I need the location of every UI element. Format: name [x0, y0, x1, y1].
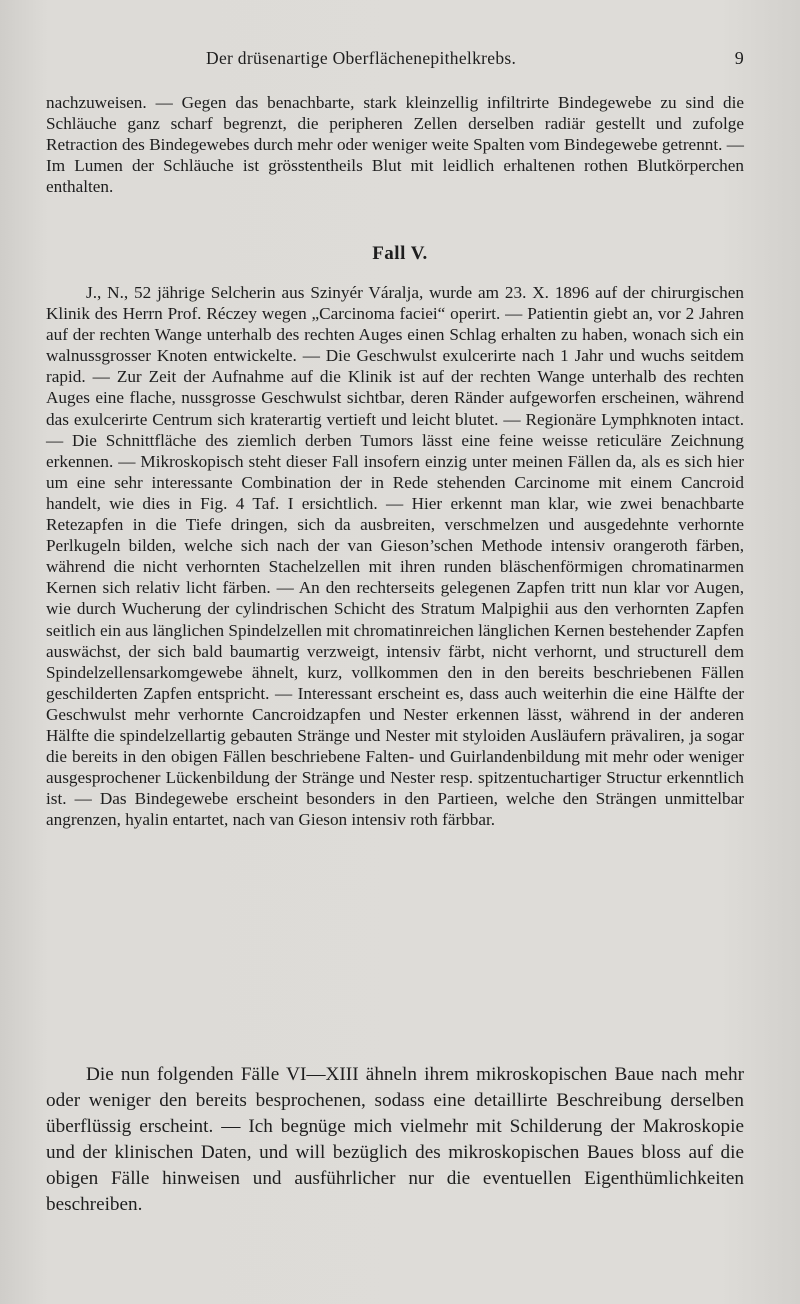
page-header	[46, 48, 744, 72]
paragraph-3: Die nun folgenden Fälle VI—XIII ähneln ihrem mikroskopischen Baue nach mehr oder weniger den bereits besprochenen, sodass eine detaillirte Beschreibung derselben überflüssig erscheint. — Ich begnüge mich vielmehr mit Schilderung der Makroskopie und der klinischen Daten, und will bezüglich des mikroskopischen Baues bloss auf die obigen Fälle hinweisen und ausführlicher nur die eventuellen Eigenthümlichkeiten beschreiben.	[46, 1064, 744, 1215]
running-title: Der drüsenartige Oberflächenepithelkrebs.	[206, 48, 517, 68]
paragraph-1: nachzuweisen. — Gegen das benachbarte, stark kleinzellig infiltrirte Bindegewebe zu sind die Schläuche ganz scharf begrenzt, die peripheren Zellen derselben radiär gestellt und zufolge Retraction des Bindegewebes durch mehr oder weniger weite Spalten vom Bindegewebe getrennt. — Im Lumen der Schläuche ist grösstentheils Blut mit leidlich erhaltenen rothen Blutkörperchen enthalten.	[46, 93, 744, 197]
page-number: 9	[734, 48, 744, 68]
section-heading: Fall V.	[372, 243, 428, 264]
paragraph-2: J., N., 52 jährige Selcherin aus Szinyér Váralja, wurde am 23. X. 1896 auf der chirurgischen Klinik des Herrn Prof. Réczey wegen „Carcinoma faciei“ operirt. — Patientin giebt an, vor 2 Jahren auf der rechten Wange unterhalb des rechten Auges einen Schlag erhalten zu haben, wonach sich ein walnussgrosser Knoten entwickelte. — Die Geschwulst exulcerirte nach 1 Jahr und wuchs seitdem rapid. — Zur Zeit der Aufnahme auf die Klinik ist auf der rechten Wange unterhalb des rechten Auges eine flache, nussgrosse Geschwulst sichtbar, deren Ränder aufgeworfen erscheinen, während das exulcerirte Centrum sich kraterartig vertieft und leicht blutet. — Regionäre Lymphknoten intact. — Die Schnittfläche des ziemlich derben Tumors lässt eine feine weisse reticuläre Zeichnung erkennen. — Mikroskopisch steht dieser Fall insofern einzig unter meinen Fällen da, als es sich hier um eine sehr interessante Combination der in Rede stehenden Carcinome mit einem Cancroid handelt, wie dies in Fig. 4 Taf. I ersichtlich. — Hier erkennt man klar, wie zwei benachbarte Retezapfen in die Tiefe dringen, sich da ausbreiten, verschmelzen und ausgedehnte verhornte Perlkugeln bilden, welche sich nach der van Gieson’schen Methode intensiv orangeroth färben, während die nicht verhornten Stachelzellen mit ihren runden bläschenförmigen chromatinarmen Kernen sich relativ licht färben. — An den rechterseits gelegenen Zapfen tritt nun klar vor Augen, wie durch Wucherung der cylindrischen Schicht des Stratum Malpighii aus den verhornten Zapfen seitlich ein aus länglichen Spindelzellen mit chromatinreichen länglichen Kernen bestehender Zapfen auswächst, der sich bald baumartig verzweigt, intensiv färbt, nicht verhornt, und structurell dem Spindelzellensarkomgewebe ähnelt, kurz, vollkommen den in den bereits beschriebenen Fällen geschilderten Zapfen entspricht. — Interessant erscheint es, dass auch weiterhin die eine Hälfte der Geschwulst mehr verhornte Cancroidzapfen und Nester erkennen lässt, während in der anderen Hälfte die spindelzellartig gebauten Stränge und Nester mit styloiden Ausläufern prävaliren, ja sogar die bereits in den obigen Fällen beschriebene Falten- und Guirlandenbildung mit mehr oder weniger ausgesprochener Lückenbildung der Stränge und Nester resp. spitzentuchartiger Structur erkenntlich ist. — Das Bindegewebe erscheint besonders in den Partieen, welche den Strängen unmittelbar angrenzen, hyalin entartet, nach van Gieson intensiv roth färbbar.	[46, 283, 744, 830]
